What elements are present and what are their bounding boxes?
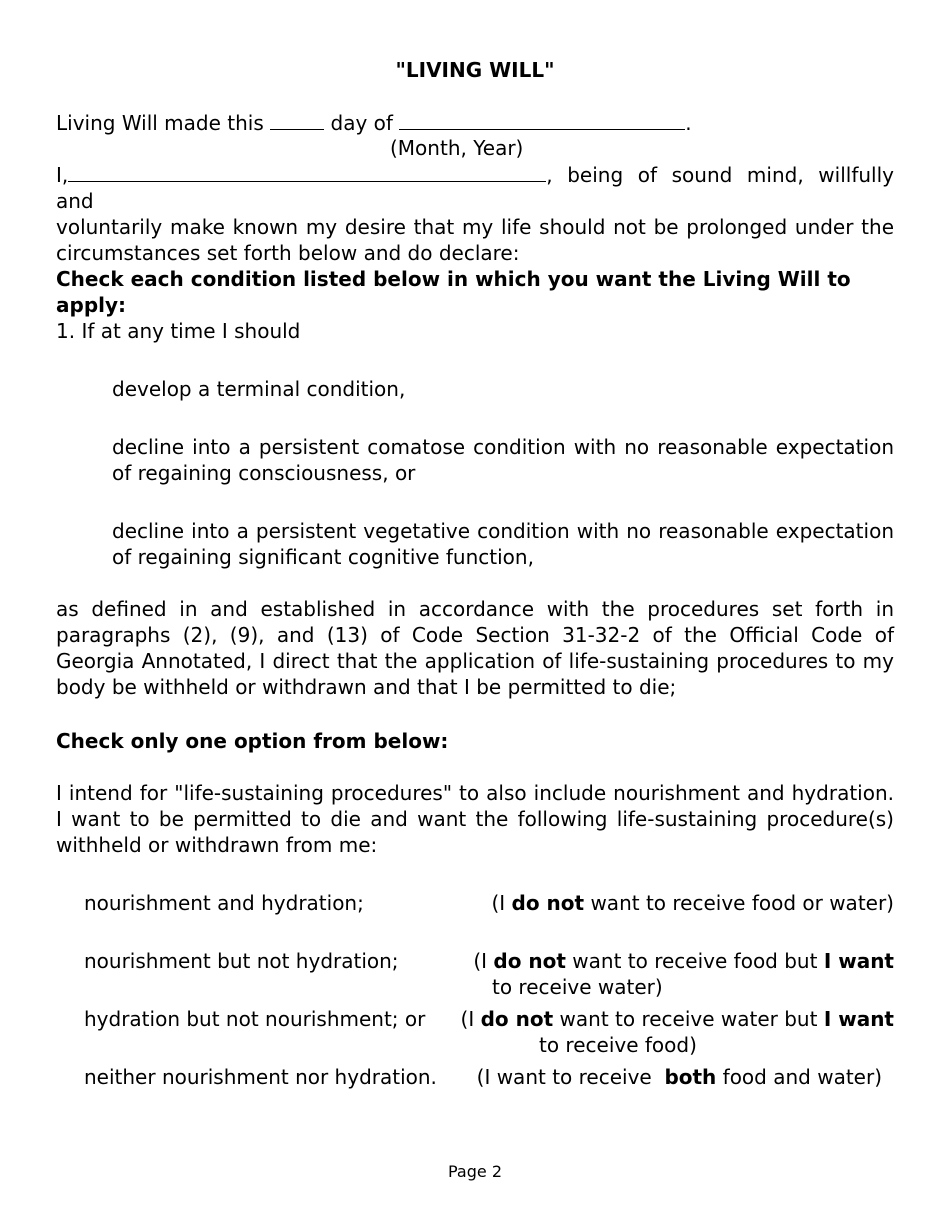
intend-paragraph: I intend for "life-sustaining procedures" to also include nourishment and hydration. I want to be permitted to die and want the following life-sustaining procedure(s) withheld or withdrawn from me: xyxy=(56,781,894,857)
condition-vegetative[interactable]: decline into a persistent vegetative condition with no reasonable expectation of regaining significant cognitive function, xyxy=(112,519,894,569)
declarant-name-blank-field[interactable] xyxy=(68,161,546,182)
date-line-prefix: Living Will made this xyxy=(56,111,264,135)
option-desc-text: (I want to receive xyxy=(476,1065,665,1089)
option-desc-text: (I xyxy=(460,1007,481,1031)
option-desc-bold: do not xyxy=(480,1007,554,1031)
declaration-paragraph xyxy=(56,161,894,266)
document-title: "LIVING WILL" xyxy=(395,58,555,82)
check-conditions-heading: Check each condition listed below in which you want the Living Will to apply: xyxy=(56,267,851,317)
option-label-neither[interactable]: neither nourishment nor hydration. xyxy=(84,1065,437,1089)
option-desc-text: (I xyxy=(491,891,512,915)
option-desc-neither xyxy=(477,1064,882,1090)
option-desc-bold: I want xyxy=(823,1007,894,1031)
declaration-after-name: , being of sound mind, willfully and xyxy=(56,163,894,213)
option-label-nourishment-not-hydration[interactable]: nourishment but not hydration; xyxy=(84,949,399,973)
date-line xyxy=(56,109,894,136)
option-desc-bold: both xyxy=(664,1065,717,1089)
option-desc-text: want to receive food but xyxy=(565,949,824,973)
section-1-lead: 1. If at any time I should xyxy=(56,319,301,343)
date-line-mid: day of xyxy=(330,111,393,135)
condition-terminal[interactable]: develop a terminal condition, xyxy=(112,377,406,401)
option-desc-text: (I xyxy=(473,949,494,973)
day-blank-field[interactable] xyxy=(270,109,324,130)
month-year-blank-field[interactable] xyxy=(399,109,685,130)
option-desc-continuation: to receive food) xyxy=(539,1033,697,1057)
option-desc-bold: do not xyxy=(511,891,585,915)
i-prefix: I, xyxy=(56,163,69,187)
option-desc-continuation: to receive water) xyxy=(492,975,663,999)
option-desc-hydration-not-nourishment xyxy=(461,1006,894,1032)
date-line-end: . xyxy=(685,111,692,135)
declaration-rest: voluntarily make known my desire that my life should not be prolonged under the circumstances set forth below and do declare: xyxy=(56,215,894,265)
option-desc-text: want to receive food or water) xyxy=(584,891,894,915)
option-desc-bold: I want xyxy=(823,949,894,973)
option-label-nourishment-and-hydration[interactable]: nourishment and hydration; xyxy=(84,891,364,915)
option-desc-nourishment-and-hydration xyxy=(491,890,894,916)
month-year-label: (Month, Year) xyxy=(390,136,524,160)
option-desc-text: want to receive water but xyxy=(553,1007,824,1031)
page-number: Page 2 xyxy=(448,1162,502,1181)
option-desc-text: food and water) xyxy=(716,1065,882,1089)
option-desc-bold: do not xyxy=(493,949,566,973)
check-one-heading: Check only one option from below: xyxy=(56,729,449,753)
statute-paragraph: as defined in and established in accordance with the procedures set forth in paragraphs (2), (9), and (13) of Code Section 31-32-2 of the Official Code of Georgia Annotated, I direct that the application of life-sustaining procedures to my body be withheld or withdrawn and that I be permitted to die; xyxy=(56,597,894,699)
option-label-hydration-not-nourishment[interactable]: hydration but not nourishment; or xyxy=(84,1007,426,1031)
option-desc-nourishment-not-hydration xyxy=(473,948,894,974)
condition-comatose[interactable]: decline into a persistent comatose condition with no reasonable expectation of regaining consciousness, or xyxy=(112,435,894,485)
